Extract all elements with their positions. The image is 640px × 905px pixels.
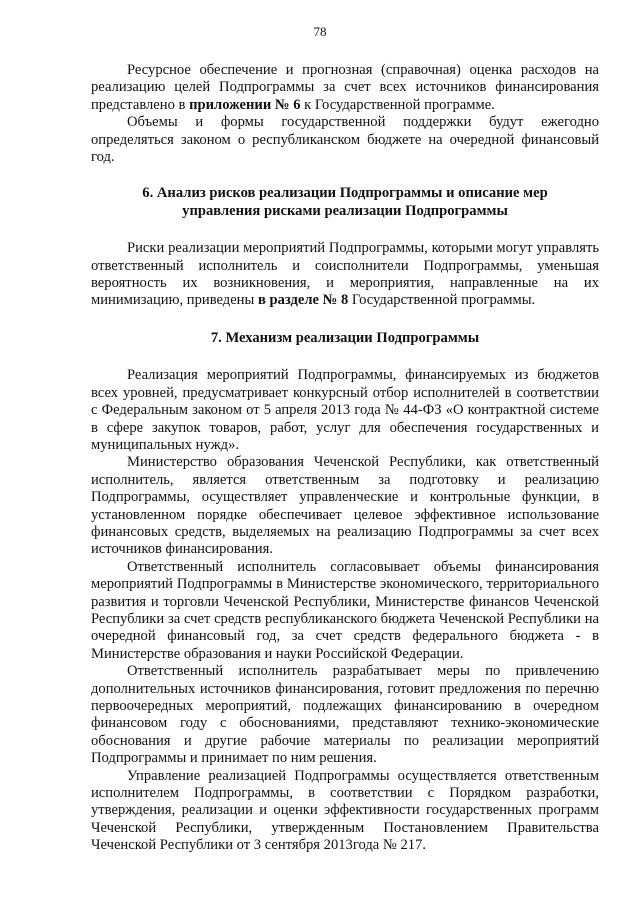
document-body: [91, 62, 599, 855]
heading-line: 6. Анализ рисков реализации Подпрограммы и описание мер: [142, 185, 548, 202]
paragraph-funding-coordination: Ответственный исполнитель согласовывает объемы финансирования мероприятий Подпрограммы в Министерстве экономического, территориального развития и торговли Чеченской Республики, Министерстве финансов Чеченской Республики за счет средств республиканского бюджета Чеченской Республики на очередной финансовый год, за счет средств федерального бюджета - в Министерстве образования и науки Российской Федерации.: [91, 558, 599, 662]
section-heading-6: [91, 185, 599, 220]
paragraph-text: Риски реализации мероприятий Подпрограммы, которыми могут управлять ответственный исполнитель и соисполнители Подпрограммы, уменьшая вероятность их возникновения, и мероприятия, направленные на их минимизацию, приведены: [91, 240, 599, 309]
paragraph-text: к Государственной программе.: [300, 96, 495, 113]
section-heading-7: 7. Механизм реализации Подпрограммы: [210, 329, 480, 346]
appendix-reference: приложении № 6: [189, 96, 301, 113]
page-number: 78: [313, 24, 327, 39]
paragraph-support-forms: Объемы и формы государственной поддержки будут ежегодно определяться законом о республиканском бюджете на очередной финансовый год.: [91, 114, 599, 166]
section-reference: в разделе № 8: [257, 292, 349, 309]
paragraph-risks: [91, 240, 599, 310]
paragraph-competitive-selection: Реализация мероприятий Подпрограммы, финансируемых из бюджетов всех уровней, предусматривает конкурсный отбор исполнителей в соответствии с Федеральным законом от 5 апреля 2013 года № 44-ФЗ «О контрактной системе в сфере закупок товаров, работ, услуг для обеспечения государственных и муниципальных нужд».: [91, 367, 599, 453]
paragraph-text: Ресурсное обеспечение и прогнозная (справочная) оценка расходов на реализацию целей Подпрограммы за счет всех источников финансирования представлено в: [91, 62, 599, 113]
heading-line: управления рисками реализации Подпрограммы: [182, 202, 508, 219]
paragraph-text: Государственной программы.: [348, 292, 536, 309]
paragraph-ministry-responsibility: Министерство образования Чеченской Республики, как ответственный исполнитель, является ответственным за подготовку и реализацию Подпрограммы, осуществляет управленческие и контрольные функции, в установленном порядке обеспечивает целевое эффективное использование финансовых средств, выделяемых на реализацию Подпрограммы за счет всех источников финансирования.: [91, 454, 599, 558]
paragraph-resource-provision: [91, 62, 599, 114]
paragraph-additional-sources: Ответственный исполнитель разрабатывает меры по привлечению дополнительных источников финансирования, готовит предложения по перечню первоочередных мероприятий, подлежащих финансированию в очередном финансовом году с обоснованиями, представляют технико-экономические обоснования и другие рабочие материалы по реализации мероприятий Подпрограммы и принимает по ним решения.: [91, 663, 599, 767]
paragraph-management: Управление реализацией Подпрограммы осуществляется ответственным исполнителем Подпрограммы, в соответствии с Порядком разработки, утверждения, реализации и оценки эффективности государственных программ Чеченской Республики, утвержденным Постановлением Правительства Чеченской Республики от 3 сентября 2013года № 217.: [91, 767, 599, 854]
